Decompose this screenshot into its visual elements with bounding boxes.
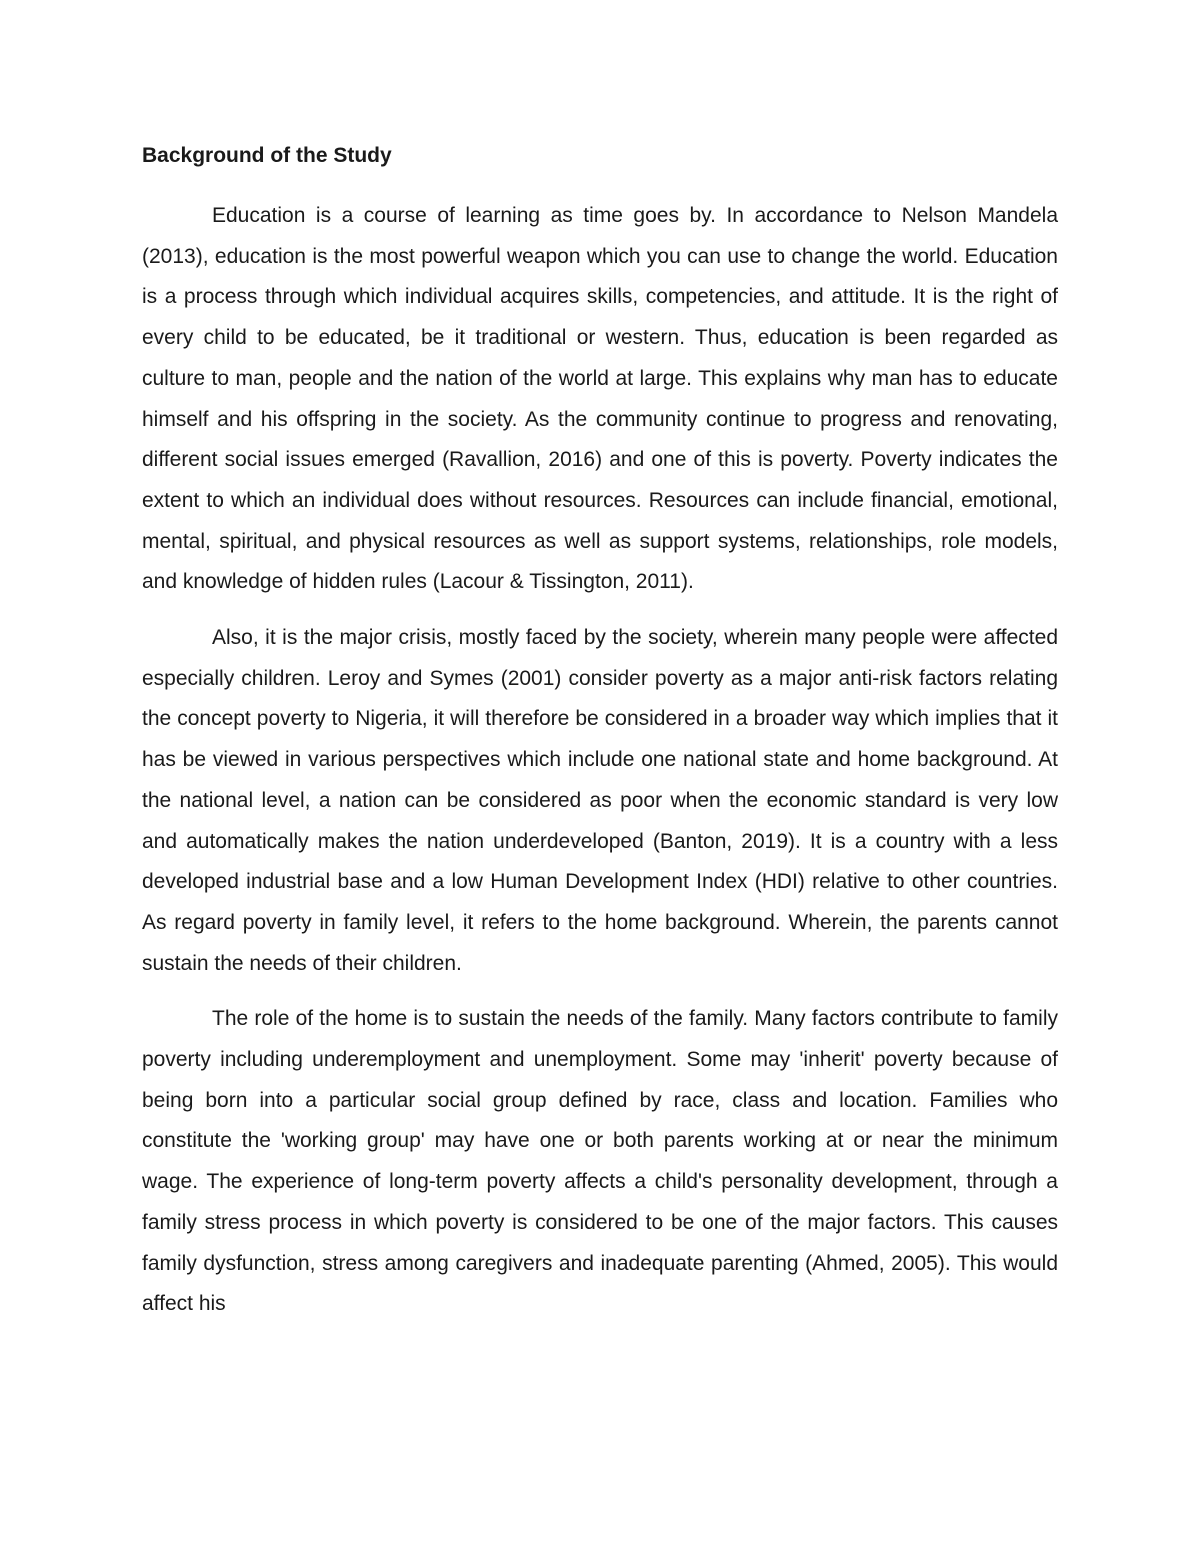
paragraph-education: Education is a course of learning as time goes by. In accordance to Nelson Mandela (2013), education is the most powerful weapon which you can use to change the world. Education is a process through which individual acquires skills, competencies, and attitude. It is the right of every child to be educated, be it traditional or western. Thus, education is been regarded as culture to man, people and the nation of the world at large. This explains why man has to educate himself and his offspring in the society. As the community continue to progress and renovating, different social issues emerged (Ravallion, 2016) and one of this is poverty. Poverty indicates the extent to which an individual does without resources. Resources can include financial, emotional, mental, spiritual, and physical resources as well as support systems, relationships, role models, and knowledge of hidden rules (Lacour & Tissington, 2011). bbox=[142, 204, 1058, 594]
paragraph-home-role: The role of the home is to sustain the needs of the family. Many factors contribute to family poverty including underemployment and unemployment. Some may 'inherit' poverty because of being born into a particular social group defined by race, class and location. Families who constitute the 'working group' may have one or both parents working at or near the minimum wage. The experience of long-term poverty affects a child's personality development, through a family stress process in which poverty is considered to be one of the major factors. This causes family dysfunction, stress among caregivers and inadequate parenting (Ahmed, 2005). This would affect his bbox=[142, 1007, 1058, 1316]
paragraph-poverty-crisis: Also, it is the major crisis, mostly faced by the society, wherein many people were affected especially children. Leroy and Symes (2001) consider poverty as a major anti-risk factors relating the concept poverty to Nigeria, it will therefore be considered in a broader way which implies that it has be viewed in various perspectives which include one national state and home background. At the national level, a nation can be considered as poor when the economic standard is very low and automatically makes the nation underdeveloped (Banton, 2019). It is a country with a less developed industrial base and a low Human Development Index (HDI) relative to other countries. As regard poverty in family level, it refers to the home background. Wherein, the parents cannot sustain the needs of their children. bbox=[142, 626, 1058, 975]
section-heading: Background of the Study bbox=[142, 144, 392, 167]
document-page bbox=[142, 140, 1058, 1340]
